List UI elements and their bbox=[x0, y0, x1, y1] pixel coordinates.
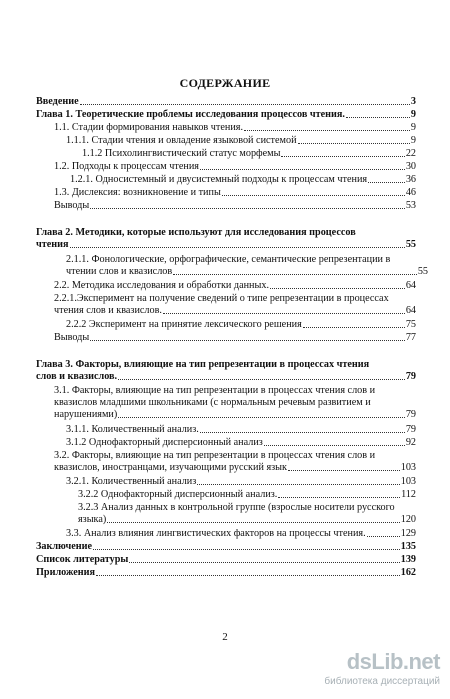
toc-entry-text: Список литературы bbox=[36, 554, 129, 565]
toc-entry-page: 79 bbox=[405, 371, 416, 382]
toc-entry-page: 112 bbox=[401, 489, 416, 500]
toc-entry-page: 9 bbox=[410, 109, 416, 120]
toc-entry-text-cont: чтения слов и квазислов. bbox=[54, 305, 162, 316]
toc-entry-text-cont: чтения bbox=[36, 239, 69, 250]
watermark-logo bbox=[310, 649, 440, 689]
toc-entry-bibliography[interactable] bbox=[36, 554, 416, 566]
toc-entry-text: Выводы bbox=[54, 332, 90, 343]
toc-entry-appendices[interactable] bbox=[36, 567, 416, 579]
toc-entry-3-1-1[interactable] bbox=[66, 424, 416, 436]
toc-entry-page: 75 bbox=[405, 319, 416, 330]
toc-entry-page: 103 bbox=[400, 462, 416, 473]
toc-entry-text: 3.2.3 Анализ данных в контрольной группе (взрослые носители русского bbox=[78, 502, 395, 513]
toc-entry-page: 103 bbox=[400, 476, 416, 487]
toc-entry-conclusions-2[interactable] bbox=[54, 332, 416, 344]
toc-entry-page: 162 bbox=[400, 567, 416, 578]
toc-entry-3-2[interactable] bbox=[54, 450, 416, 474]
toc-entry-page: 79 bbox=[405, 424, 416, 435]
toc-entry-text: 1.2.1. Односистемный и двусистемный подходы к процессам чтения bbox=[70, 174, 368, 185]
toc-entry-3-1-2[interactable] bbox=[66, 437, 416, 449]
toc-entry-text: Приложения bbox=[36, 567, 96, 578]
toc-entry-page: 36 bbox=[405, 174, 416, 185]
toc-entry-text-cont: чтении слов и квазислов bbox=[66, 266, 173, 277]
toc-entry-page: 3 bbox=[410, 96, 416, 107]
toc-entry-text: 3.3. Анализ влияния лингвистических факторов на процессы чтения. bbox=[66, 528, 366, 539]
toc-entry-text: Глава 3. Факторы, влияющие на тип репрезентации в процессах чтения bbox=[36, 359, 370, 370]
toc-entry-page: 129 bbox=[400, 528, 416, 539]
page-number: 2 bbox=[222, 631, 228, 643]
toc-entry-page: 46 bbox=[405, 187, 416, 198]
toc-entry-page: 77 bbox=[405, 332, 416, 343]
toc-entry-text: 2.2.2 Эксперимент на принятие лексического решения bbox=[66, 319, 302, 330]
toc-entry-page: 64 bbox=[405, 305, 416, 316]
toc-entry-text: 1.1.1. Стадии чтения и овладение языковой системой bbox=[66, 135, 297, 146]
toc-entry-page: 9 bbox=[410, 122, 416, 133]
toc-entry-introduction[interactable] bbox=[36, 96, 416, 108]
toc-entry-chapter-3[interactable] bbox=[36, 359, 416, 383]
toc-entry-text: 3.2. Факторы, влияющие на тип репрезентации в процессах чтения слов и bbox=[54, 450, 376, 461]
watermark-tagline: библиотека диссертаций bbox=[324, 676, 440, 687]
toc-entry-text: 3.2.2 Однофакторный дисперсионный анализ. bbox=[78, 489, 278, 500]
toc-entry-1-1-2[interactable] bbox=[82, 148, 416, 160]
toc-entry-conclusions-1[interactable] bbox=[54, 200, 416, 212]
toc-entry-3-1[interactable] bbox=[54, 385, 416, 421]
toc-entry-text-line2: квазислов младшими школьниками (с нормальным речевым развитием и bbox=[54, 397, 371, 408]
toc-entry-page: 55 bbox=[417, 266, 428, 277]
toc-entry-text: Заключение bbox=[36, 541, 92, 552]
toc-entry-text-cont: языка) bbox=[78, 514, 107, 525]
toc-title: СОДЕРЖАНИЕ bbox=[179, 76, 271, 90]
toc-entry-text: 1.3. Дислексия: возникновение и типы bbox=[54, 187, 221, 198]
toc-entry-page: 64 bbox=[405, 280, 416, 291]
toc-entry-text: Выводы bbox=[54, 200, 90, 211]
toc-entry-page: 53 bbox=[405, 200, 416, 211]
toc-entry-page: 30 bbox=[405, 161, 416, 172]
toc-entry-page: 9 bbox=[410, 135, 416, 146]
toc-entry-text-cont: слов и квазислов. bbox=[36, 371, 118, 382]
toc-entry-text-cont: нарушениями) bbox=[54, 409, 118, 420]
toc-entry-text: 3.2.1. Количественный анализ bbox=[66, 476, 197, 487]
watermark-brand: dsLib.net bbox=[346, 649, 440, 674]
toc-entry-text: 3.1.1. Количественный анализ. bbox=[66, 424, 199, 435]
toc-entry-text: 1.1.2 Психолингвистический статус морфемы bbox=[82, 148, 281, 159]
toc-entry-text: 2.2.1.Эксперимент на получение сведений о типе репрезентации в процессах bbox=[54, 293, 389, 304]
toc-entry-text: Глава 1. Теоретические проблемы исследования процессов чтения. bbox=[36, 109, 345, 120]
toc-entry-1-1[interactable] bbox=[54, 122, 416, 134]
toc-entry-2-2-1[interactable] bbox=[54, 293, 416, 317]
toc-entry-text: Введение bbox=[36, 96, 79, 107]
toc-entry-text: 2.1.1. Фонологические, орфографические, семантические репрезентации в bbox=[66, 254, 391, 265]
toc-entry-text: Глава 2. Методики, которые используют для исследования процессов bbox=[36, 227, 356, 238]
toc-entry-1-3[interactable] bbox=[54, 187, 416, 199]
toc-entry-page: 120 bbox=[400, 514, 416, 525]
toc-entry-3-2-2[interactable] bbox=[78, 489, 416, 501]
toc-entry-1-2[interactable] bbox=[54, 161, 416, 173]
toc-entry-chapter-1[interactable] bbox=[36, 109, 416, 121]
toc-entry-page: 79 bbox=[405, 409, 416, 420]
toc-entry-text: 1.1. Стадии формирования навыков чтения. bbox=[54, 122, 244, 133]
toc-entry-page: 92 bbox=[405, 437, 416, 448]
toc-entry-2-2[interactable] bbox=[54, 280, 416, 292]
toc-entry-2-1-1[interactable] bbox=[54, 254, 428, 278]
toc-entry-text-cont: квазислов, иностранцами, изучающими русский язык bbox=[54, 462, 287, 473]
toc-entry-3-2-3[interactable] bbox=[78, 502, 416, 526]
toc-entry-conclusion[interactable] bbox=[36, 541, 416, 553]
toc-entry-page: 22 bbox=[405, 148, 416, 159]
toc-entry-1-1-1[interactable] bbox=[66, 135, 416, 147]
toc-entry-text: 3.1. Факторы, влияющие на тип репрезентации в процессах чтения слов и bbox=[54, 385, 376, 396]
toc-entry-page: 55 bbox=[405, 239, 416, 250]
toc-entry-text: 2.2. Методика исследования и обработки данных. bbox=[54, 280, 269, 291]
toc-entry-page: 139 bbox=[400, 554, 416, 565]
toc-entry-page: 135 bbox=[400, 541, 416, 552]
toc-entry-3-2-1[interactable] bbox=[66, 476, 416, 488]
toc-entry-3-3[interactable] bbox=[66, 528, 416, 540]
toc-entry-1-2-1[interactable] bbox=[70, 174, 416, 186]
toc-entry-2-2-2[interactable] bbox=[66, 319, 416, 331]
toc-entry-text: 1.2. Подходы к процессам чтения bbox=[54, 161, 199, 172]
toc-entry-text: 3.1.2 Однофакторный дисперсионный анализ bbox=[66, 437, 263, 448]
toc-entry-chapter-2[interactable] bbox=[36, 227, 416, 251]
